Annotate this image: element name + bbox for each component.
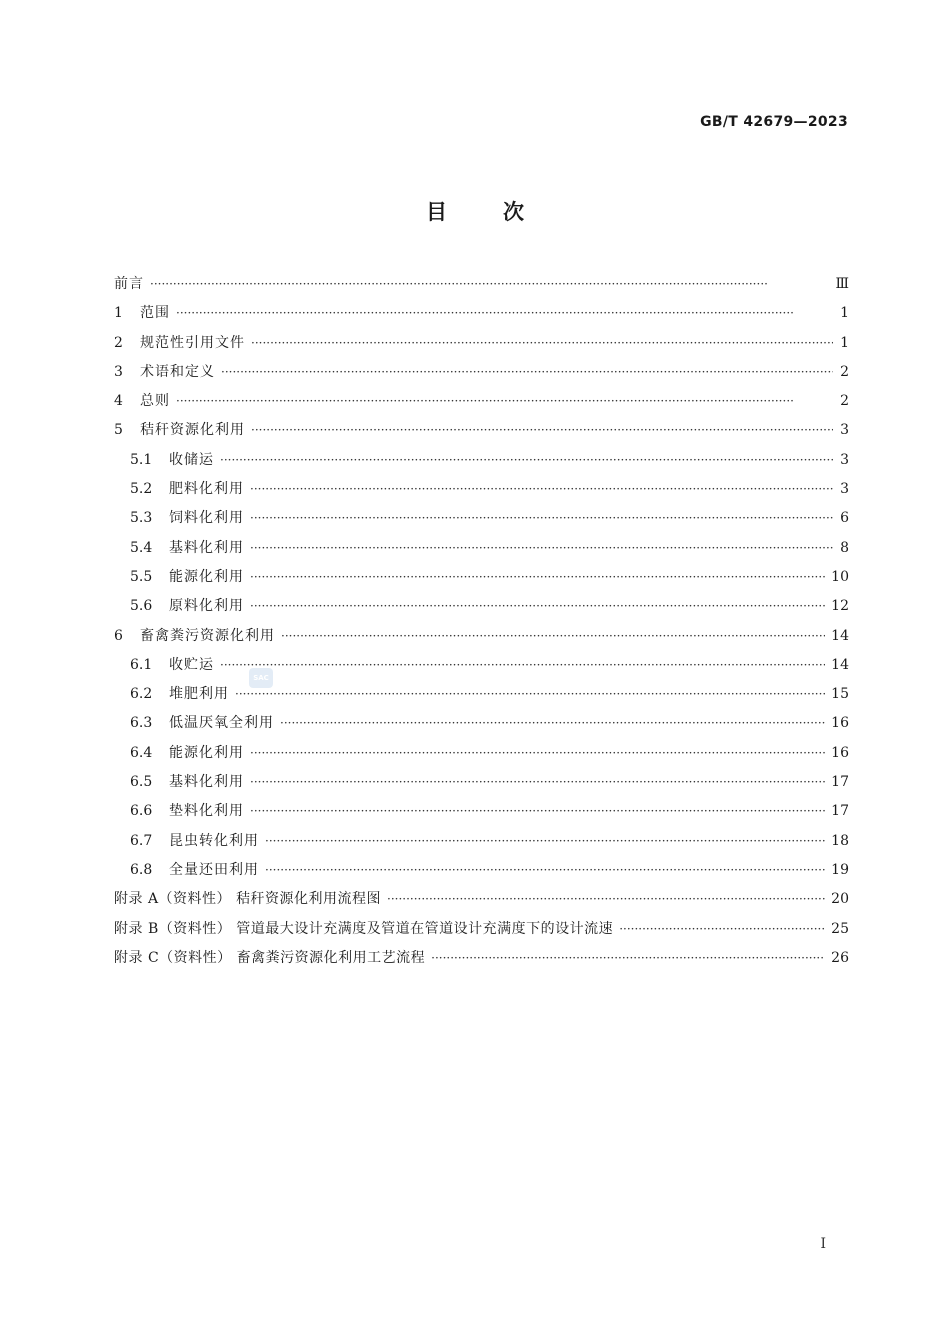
toc-entry-label: 昆虫转化利用 (169, 832, 259, 849)
toc-entry-page: 20 (831, 891, 849, 908)
toc-dot-leader (220, 651, 825, 680)
toc-entry-number: 5.4 (130, 539, 153, 556)
toc-entry-label: 低温厌氧全利用 (169, 715, 274, 732)
toc-entry-label: 收贮运 (169, 656, 214, 673)
toc-entry-page: 14 (831, 627, 849, 644)
toc-entry-page: 16 (831, 744, 849, 761)
toc-entry-label: 规范性引用文件 (140, 334, 245, 351)
toc-entry-number: 5 (114, 422, 123, 439)
toc-entry-label: 全量还田利用 (169, 861, 259, 878)
toc-entry-page: 14 (831, 656, 849, 673)
toc-entry-number: 3 (114, 363, 123, 380)
toc-dot-leader (235, 680, 825, 709)
toc-entry-label: 饲料化利用 (169, 510, 244, 527)
toc-entry-page: 10 (831, 568, 849, 585)
toc-dot-leader (281, 622, 825, 651)
toc-entry-number: 6.5 (130, 774, 153, 791)
toc-entry[interactable] (114, 944, 849, 973)
page-title: 目次 (426, 200, 580, 224)
toc-entry-label: 畜禽粪污资源化利用 (140, 627, 275, 644)
standard-number: GB/T 42679—2023 (700, 114, 848, 130)
toc-entry-page: 2 (840, 363, 849, 380)
toc-entry-number: 6.1 (130, 656, 153, 673)
toc-entry-label: 能源化利用 (169, 568, 244, 585)
toc-entry[interactable] (114, 446, 849, 475)
toc-entry[interactable] (114, 504, 849, 533)
toc-dot-leader (176, 299, 833, 328)
toc-entry-page: 12 (831, 598, 849, 615)
toc-dot-leader (250, 797, 825, 826)
toc-entry-page: 2 (840, 393, 849, 410)
toc-entry-label: 基料化利用 (169, 539, 244, 556)
toc-entry-number: 4 (114, 393, 123, 410)
toc-entry[interactable] (114, 680, 849, 709)
toc-entry-label: 秸秆资源化利用 (140, 422, 245, 439)
toc-entry-label: 基料化利用 (169, 774, 244, 791)
toc-dot-leader (250, 592, 825, 621)
toc-entry[interactable] (114, 915, 849, 944)
sac-watermark-logo: SAC (249, 668, 273, 688)
toc-dot-leader (251, 329, 833, 358)
toc-entry[interactable] (114, 827, 849, 856)
toc-dot-leader (176, 387, 833, 416)
toc-entry-page: 3 (840, 451, 849, 468)
toc-entry-label: 收储运 (169, 451, 214, 468)
toc-dot-leader (431, 944, 825, 973)
toc-entry-page: 16 (831, 715, 849, 732)
table-of-contents (114, 270, 849, 973)
toc-entry[interactable] (114, 299, 849, 328)
toc-entry-page: 6 (840, 510, 849, 527)
toc-entry-number: 6.8 (130, 861, 153, 878)
toc-entry-number: 5.1 (130, 451, 153, 468)
toc-entry[interactable] (114, 329, 849, 358)
toc-entry[interactable] (114, 592, 849, 621)
toc-entry[interactable] (114, 797, 849, 826)
toc-dot-leader (619, 915, 825, 944)
toc-entry-page: Ⅲ (835, 276, 849, 292)
toc-entry-page: 26 (831, 949, 849, 966)
toc-entry[interactable] (114, 475, 849, 504)
toc-entry-page: 1 (840, 305, 849, 322)
toc-dot-leader (280, 709, 825, 738)
toc-entry-number: 1 (114, 305, 123, 322)
toc-entry-number: 6.4 (130, 744, 153, 761)
toc-dot-leader (250, 768, 825, 797)
toc-entry[interactable] (114, 358, 849, 387)
toc-dot-leader (387, 885, 825, 914)
toc-entry-label: 范围 (140, 305, 170, 322)
toc-entry-label: 附录 A（资料性） 秸秆资源化利用流程图 (114, 891, 382, 908)
toc-entry-page: 8 (840, 539, 849, 556)
toc-entry-number: 6.6 (130, 803, 153, 820)
toc-entry-label: 术语和定义 (140, 363, 215, 380)
toc-dot-leader (251, 416, 833, 445)
toc-dot-leader (250, 563, 825, 592)
toc-entry-label: 附录 C（资料性） 畜禽粪污资源化利用工艺流程 (114, 949, 426, 966)
toc-entry-page: 18 (831, 832, 849, 849)
toc-entry-label: 肥料化利用 (169, 481, 244, 498)
toc-entry-page: 19 (831, 861, 849, 878)
toc-entry-page: 17 (831, 774, 849, 791)
toc-entry[interactable] (114, 739, 849, 768)
toc-entry[interactable] (114, 768, 849, 797)
toc-entry[interactable] (114, 651, 849, 680)
toc-dot-leader (250, 475, 833, 504)
toc-entry-number: 5.2 (130, 481, 153, 498)
toc-entry-label: 附录 B（资料性） 管道最大设计充满度及管道在管道设计充满度下的设计流速 (114, 920, 614, 937)
toc-dot-leader (265, 827, 825, 856)
toc-entry-number: 5.3 (130, 510, 153, 527)
toc-entry[interactable] (114, 534, 849, 563)
toc-dot-leader (221, 358, 833, 387)
toc-entry[interactable] (114, 709, 849, 738)
toc-dot-leader (150, 270, 829, 299)
toc-entry-label: 总则 (140, 393, 170, 410)
toc-entry-number: 6.3 (130, 715, 153, 732)
toc-dot-leader (250, 504, 833, 533)
toc-entry[interactable] (114, 885, 849, 914)
toc-dot-leader (265, 856, 825, 885)
toc-entry-label: 堆肥利用 (169, 686, 229, 703)
toc-entry-number: 6.7 (130, 832, 153, 849)
toc-entry-label: 垫料化利用 (169, 803, 244, 820)
page-number: I (820, 1236, 826, 1252)
toc-entry[interactable] (114, 563, 849, 592)
toc-entry-number: 2 (114, 334, 123, 351)
toc-entry-number: 6 (114, 627, 123, 644)
toc-entry[interactable] (114, 622, 849, 651)
toc-entry[interactable] (114, 387, 849, 416)
toc-entry-label: 能源化利用 (169, 744, 244, 761)
toc-dot-leader (250, 534, 833, 563)
toc-entry[interactable] (114, 270, 849, 299)
toc-entry-number: 5.5 (130, 568, 153, 585)
toc-entry-page: 1 (840, 334, 849, 351)
toc-entry[interactable] (114, 416, 849, 445)
toc-entry-number: 5.6 (130, 598, 153, 615)
toc-dot-leader (220, 446, 833, 475)
toc-entry-page: 3 (840, 481, 849, 498)
toc-entry-number: 6.2 (130, 686, 153, 703)
toc-entry-page: 3 (840, 422, 849, 439)
toc-entry-label: 原料化利用 (169, 598, 244, 615)
toc-entry-page: 17 (831, 803, 849, 820)
toc-entry-label: 前言 (114, 276, 144, 292)
toc-entry-page: 15 (831, 686, 849, 703)
toc-dot-leader (250, 739, 825, 768)
toc-entry-page: 25 (831, 920, 849, 937)
toc-entry[interactable] (114, 856, 849, 885)
